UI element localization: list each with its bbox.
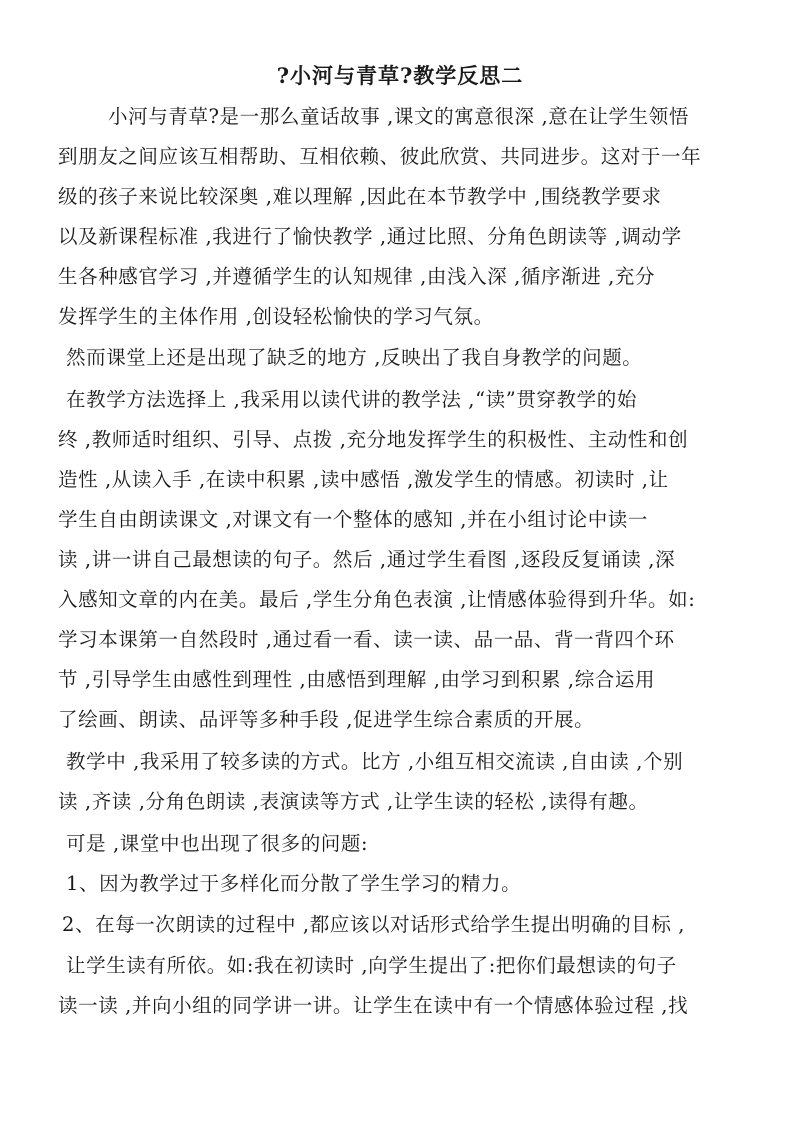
paragraph-line: 读 ,齐读 ,分角色朗读 ,表演读等方式 ,让学生读的轻松 ,读得有趣。 xyxy=(58,790,649,813)
paragraph-line: 让学生读有所依。如:我在初读时 ,向学生提出了:把你们最想读的句子 xyxy=(66,954,677,977)
paragraph-line: 读一读 ,并向小组的同学讲一讲。让学生在读中有一个情感体验过程 ,找 xyxy=(58,994,689,1017)
paragraph-line: 终 ,教师适时组织、引导、点拨 ,充分地发挥学生的积极性、主动性和创 xyxy=(58,428,689,451)
paragraph-line: 节 ,引导学生由感性到理性 ,由感悟到理解 ,由学习到积累 ,综合运用 xyxy=(58,668,656,691)
paragraph-line: 造性 ,从读入手 ,在读中积累 ,读中感悟 ,激发学生的情感。初读时 ,让 xyxy=(58,468,669,491)
paragraph-line: 入感知文章的内在美。最后 ,学生分角色表演 ,让情感体验得到升华。如: xyxy=(58,588,696,611)
paragraph-line: 生各种感官学习 ,并遵循学生的认知规律 ,由浅入深 ,循序渐进 ,充分 xyxy=(58,265,656,288)
paragraph-line: 发挥学生的主体作用 ,创设轻松愉快的学习气氛。 xyxy=(58,305,494,328)
paragraph-line: 然而课堂上还是出现了缺乏的地方 ,反映出了我自身教学的问题。 xyxy=(66,346,643,369)
paragraph-line: 学生自由朗读课文 ,对课文有一个整体的感知 ,并在小组讨论中读一 xyxy=(58,508,648,531)
paragraph-line: 2、在每一次朗读的过程中 ,都应该以对话形式给学生提出明确的目标 , xyxy=(62,913,686,936)
paragraph-line: 教学中 ,我采用了较多读的方式。比方 ,小组互相交流读 ,自由读 ,个别 xyxy=(66,750,684,773)
paragraph-line: 可是 ,课堂中也出现了很多的问题: xyxy=(66,832,369,855)
paragraph-line: 读 ,讲一讲自己最想读的句子。然后 ,通过学生看图 ,逐段反复诵读 ,深 xyxy=(58,548,676,571)
document-title: ?小河与青草?教学反思二 xyxy=(276,63,524,88)
paragraph-line: 小河与青草?是一那么童话故事 ,课文的寓意很深 ,意在让学生领悟 xyxy=(108,105,689,128)
paragraph-line: 级的孩子来说比较深奥 ,难以理解 ,因此在本节教学中 ,围绕教学要求 xyxy=(58,185,662,208)
paragraph-line: 在教学方法选择上 ,我采用以读代讲的教学法 ,“读”贯穿教学的始 xyxy=(66,388,637,411)
paragraph-line: 到朋友之间应该互相帮助、互相依赖、彼此欣赏、共同进步。这对于一年 xyxy=(58,145,702,168)
paragraph-line: 1、因为教学过于多样化而分散了学生学习的精力。 xyxy=(66,872,522,895)
paragraph-line: 了绘画、朗读、品评等多种手段 ,促进学生综合素质的开展。 xyxy=(58,708,595,731)
paragraph-line: 学习本课第一自然段时 ,通过看一看、读一读、品一品、背一背四个环 xyxy=(58,628,675,651)
paragraph-line: 以及新课程标准 ,我进行了愉快教学 ,通过比照、分角色朗读等 ,调动学 xyxy=(58,225,682,248)
